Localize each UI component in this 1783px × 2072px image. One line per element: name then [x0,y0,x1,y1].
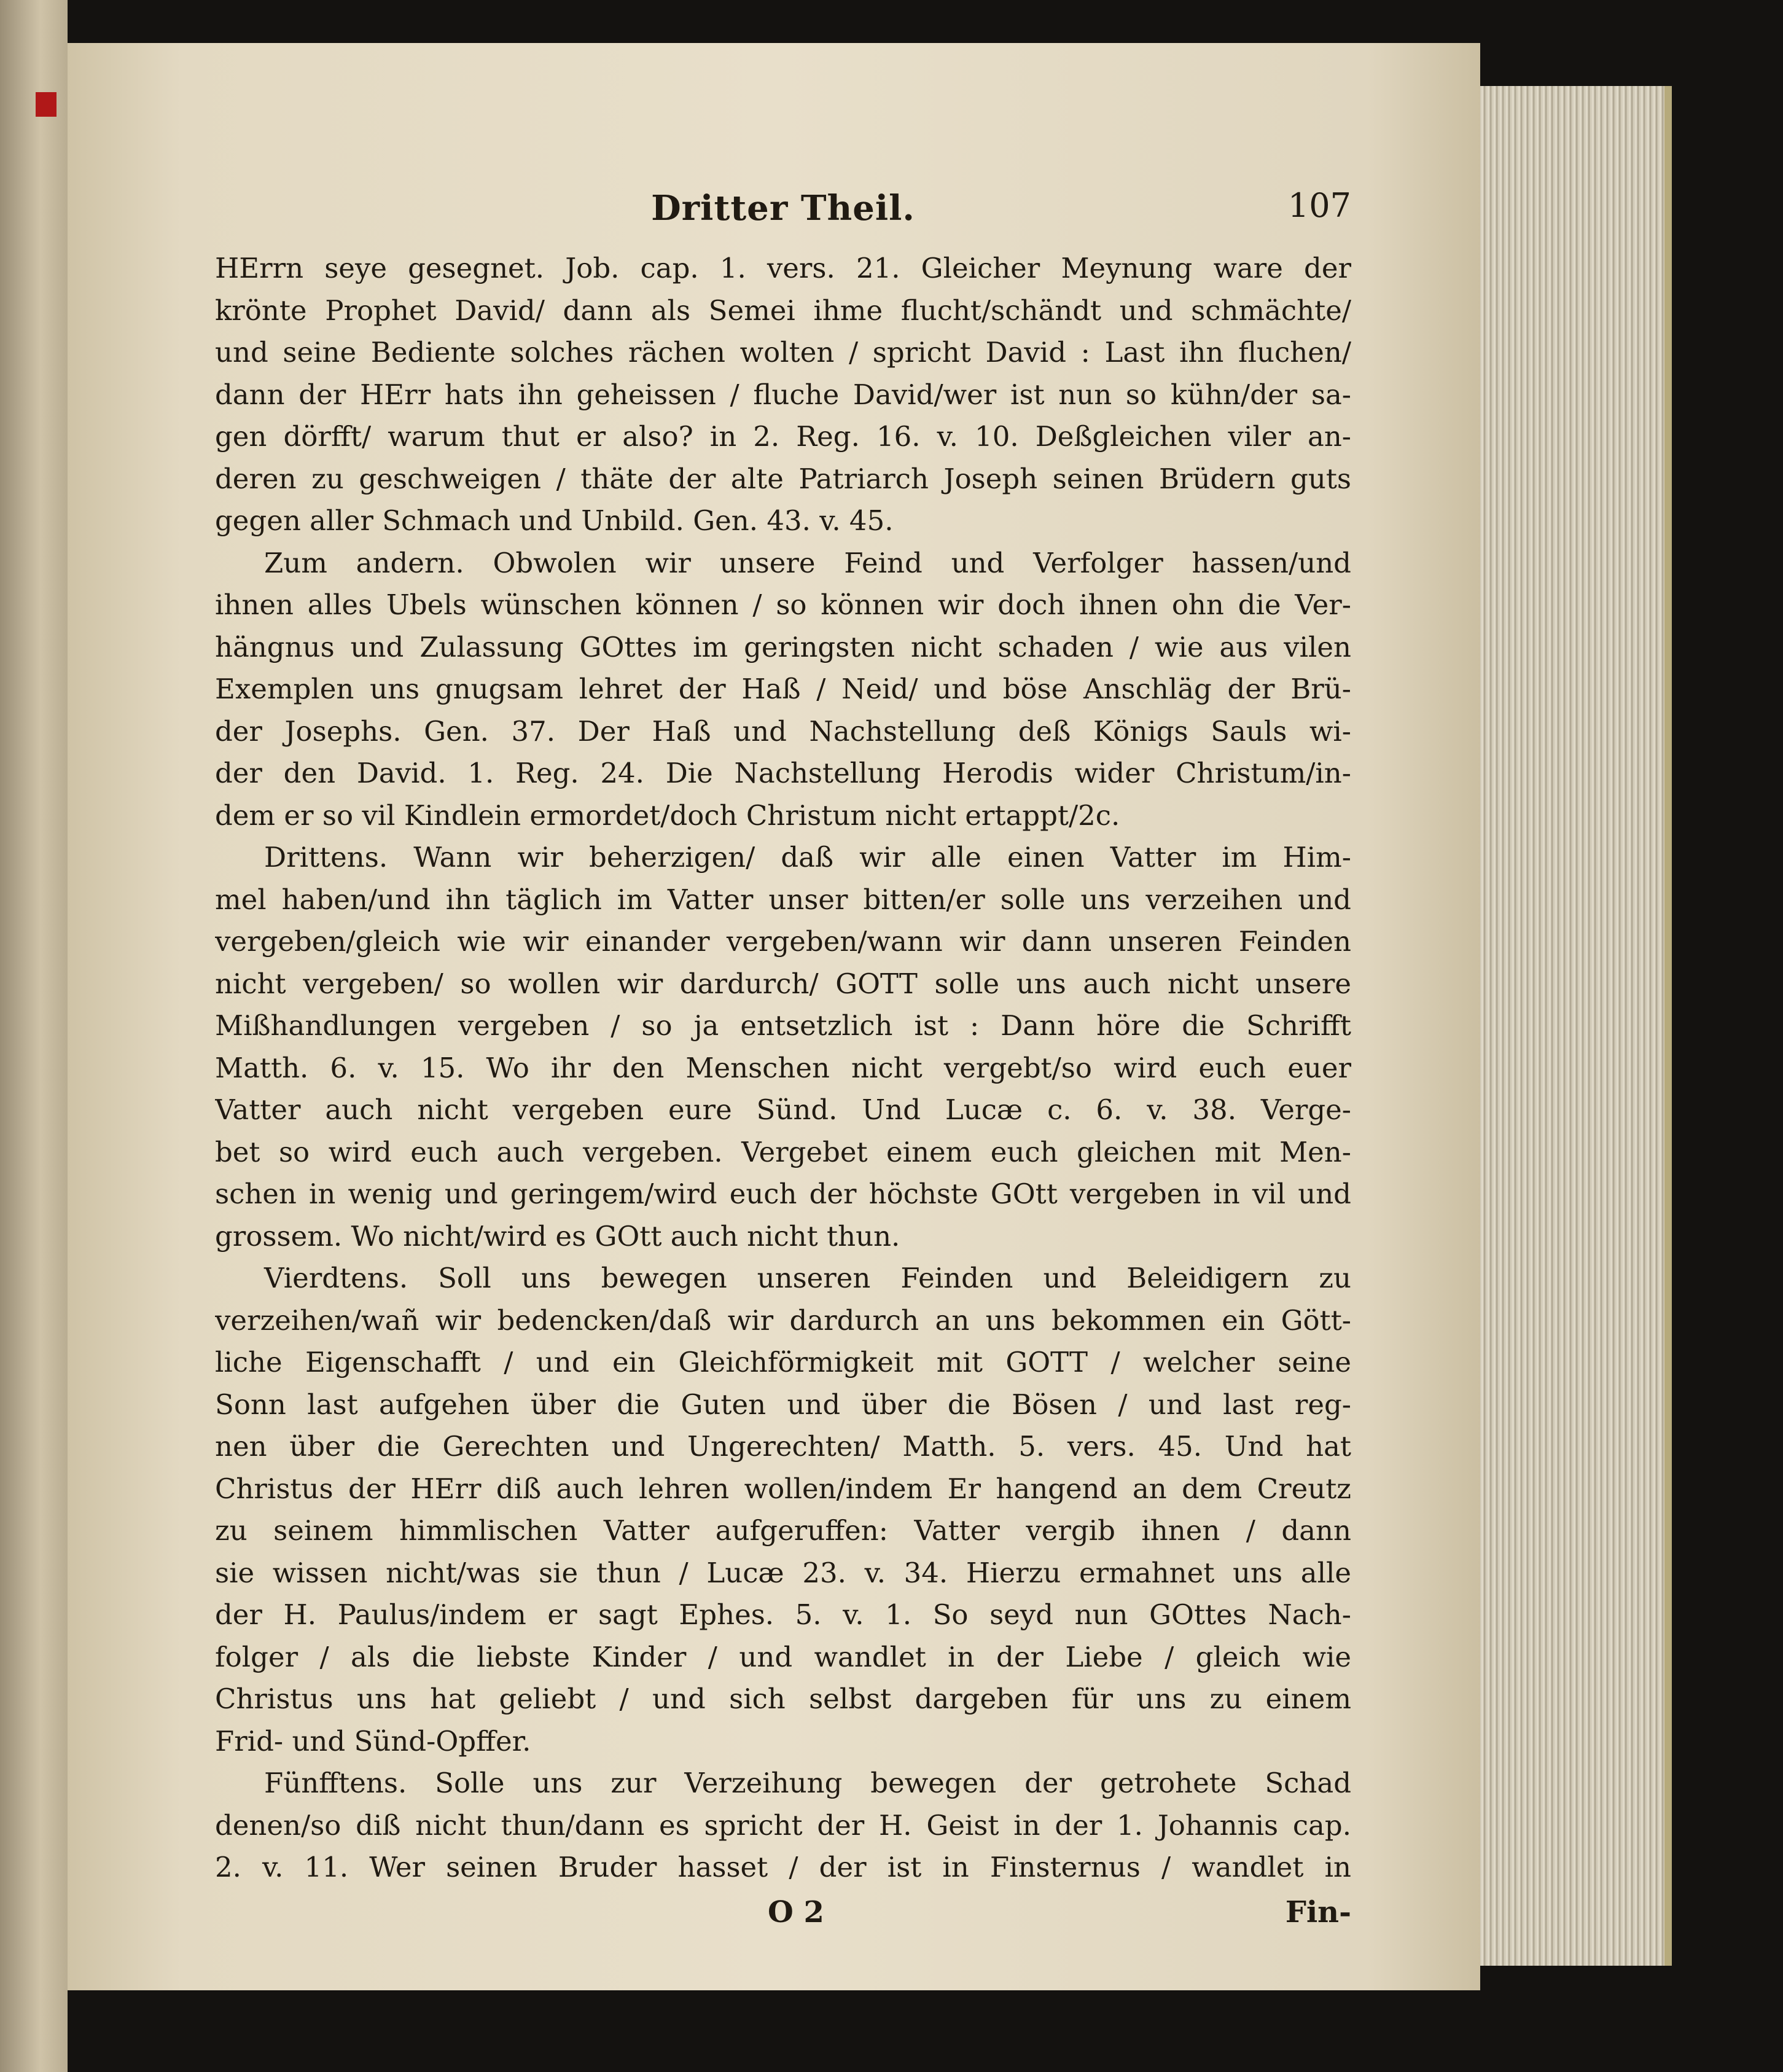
text-line: nicht vergeben/ so wollen wir dardurch/ GOTT solle uns auch nicht unsere [215,967,1351,1000]
text-line: grossem. Wo nicht/wird es GOtt auch nicht thun. [215,1219,900,1253]
left-page-edge [0,0,68,2072]
page-number: 107 [1287,186,1351,225]
text-line: gen dörfft/ warum thut er also? in 2. Reg. 16. v. 10. Deßgleichen viler an- [215,420,1351,453]
text-line: bet so wird euch auch vergeben. Vergebet einem euch gleichen mit Men- [215,1135,1351,1168]
text-line: folger / als die liebste Kinder / und wandlet in der Liebe / gleich wie [215,1640,1351,1673]
text-line: vergeben/gleich wie wir einander vergeben/wann wir dann unseren Feinden [215,925,1351,958]
text-line: Frid- und Sünd-Opffer. [215,1724,531,1757]
bookmark-ribbon [36,92,57,117]
text-line: Christus der HErr diß auch lehren wollen/indem Er hangend an dem Creutz [215,1472,1351,1505]
text-line: sie wissen nicht/was sie thun / Lucæ 23. v. 34. Hierzu ermahnet uns alle [215,1556,1351,1589]
running-header [215,181,1351,243]
text-line: Christus uns hat geliebt / und sich selbst dargeben für uns zu einem [215,1683,1351,1715]
text-line: und seine Bediente solches rächen wolten / spricht David : Last ihn fluchen/ [215,336,1351,369]
text-line: dem er so vil Kindlein ermordet/doch Christum nicht ertappt/2c. [215,799,1120,832]
text-line: gegen aller Schmach und Unbild. Gen. 43. v. 45. [215,504,894,537]
signature-mark: O 2 [768,1894,824,1929]
text-line: Mißhandlungen vergeben / so ja entsetzlich ist : Dann höre die Schrifft [215,1009,1351,1042]
text-line: denen/so diß nicht thun/dann es spricht der H. Geist in der 1. Johannis cap. [215,1808,1351,1842]
text-line: der den David. 1. Reg. 24. Die Nachstellung Herodis wider Christum/in- [215,757,1351,789]
text-line: hängnus und Zulassung GOttes im geringsten nicht schaden / wie aus vilen [215,630,1351,663]
text-line: zu seinem himmlischen Vatter aufgeruffen: Vatter vergib ihnen / dann [215,1514,1351,1547]
text-line: 2. v. 11. Wer seinen Bruder hasset / der ist in Finsternus / wandlet in [215,1851,1351,1883]
text-line: Drittens. Wann wir beherzigen/ daß wir alle einen Vatter im Him- [264,841,1351,874]
text-line: dann der HErr hats ihn geheissen / fluche David/wer ist nun so kühn/der sa- [215,378,1351,411]
text-line: der Josephs. Gen. 37. Der Haß und Nachstellung deß Königs Sauls wi- [215,714,1351,748]
book-page [68,43,1480,1990]
text-line: schen in wenig und geringem/wird euch der höchste GOtt vergeben in vil und [215,1178,1351,1210]
text-line: Exemplen uns gnugsam lehret der Haß / Neid/ und böse Anschläg der Brü- [215,673,1351,705]
text-line: HErrn seye gesegnet. Job. cap. 1. vers. 21. Gleicher Meynung ware der [215,252,1351,284]
text-block [215,181,1351,1933]
page-footer [215,1891,1351,1934]
text-line: ihnen alles Ubels wünschen können / so können wir doch ihnen ohn die Ver- [215,588,1351,621]
text-line: Zum andern. Obwolen wir unsere Feind und Verfolger hassen/und [264,546,1351,579]
text-line: krönte Prophet David/ dann als Semei ihme flucht/schändt und schmächte/ [215,294,1351,327]
text-line: deren zu geschweigen / thäte der alte Patriarch Joseph seinen Brüdern guts [215,462,1351,495]
text-line: Sonn last aufgehen über die Guten und über die Bösen / und last reg- [215,1388,1351,1421]
text-line: Matth. 6. v. 15. Wo ihr den Menschen nicht vergebt/so wird euch euer [215,1051,1351,1084]
header-title: Dritter Theil. [651,188,915,229]
text-line: der H. Paulus/indem er sagt Ephes. 5. v. 1. So seyd nun GOttes Nach- [215,1598,1351,1631]
text-line: nen über die Gerechten und Ungerechten/ Matth. 5. vers. 45. Und hat [215,1430,1351,1463]
text-line: Fünfftens. Solle uns zur Verzeihung bewegen der getrohete Schad [264,1767,1351,1799]
catchword: Fin- [1285,1894,1351,1929]
page-block-edge [1462,86,1672,1966]
text-line: Vatter auch nicht vergeben eure Sünd. Und Lucæ c. 6. v. 38. Verge- [215,1093,1351,1126]
text-line: Vierdtens. Soll uns bewegen unseren Feinden und Beleidigern zu [264,1262,1351,1294]
text-line: mel haben/und ihn täglich im Vatter unser bitten/er solle uns verzeihen und [215,883,1351,916]
text-line: liche Eigenschafft / und ein Gleichförmigkeit mit GOTT / welcher seine [215,1346,1351,1378]
text-line: verzeihen/wañ wir bedencken/daß wir dardurch an uns bekommen ein Gött- [215,1304,1351,1337]
